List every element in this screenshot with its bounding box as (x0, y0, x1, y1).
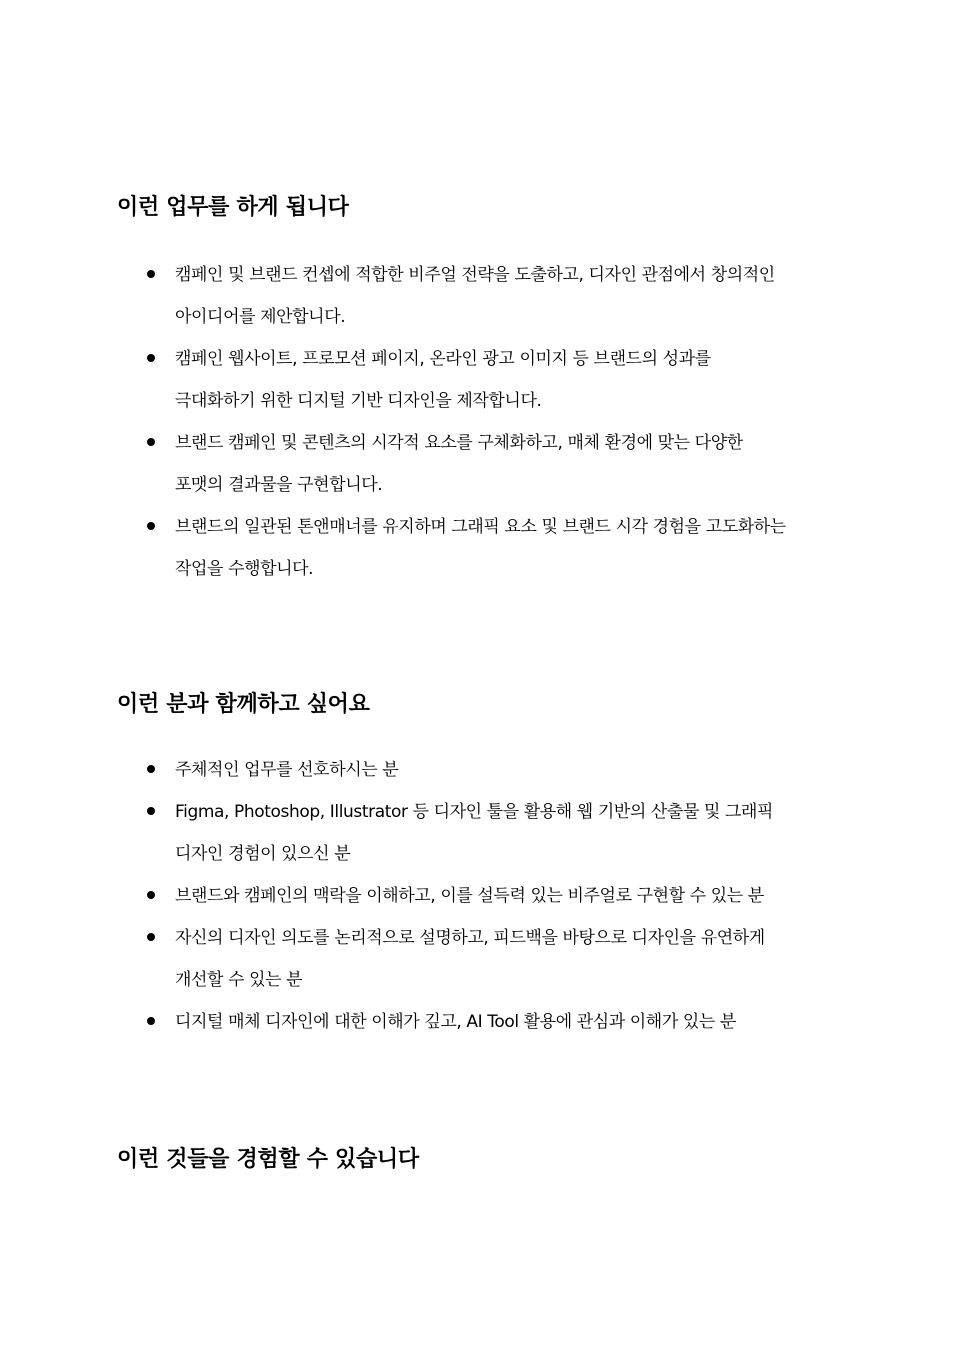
section-job-duties (117, 193, 857, 579)
list-item-text: 자신의 디자인 의도를 논리적으로 설명하고, 피드백을 바탕으로 디자인을 유연하게 (175, 928, 765, 948)
list-item-text: 디지털 매체 디자인에 대한 이해가 깊고, AI Tool 활용에 관심과 이해가 있는 분 (175, 1012, 736, 1032)
list-item-text: 브랜드 캠페인 및 콘텐츠의 시각적 요소를 구체화하고, 매체 환경에 맞는 다양한 (175, 433, 743, 453)
bullet-list (147, 749, 847, 1043)
bullet-dot-icon (147, 933, 155, 941)
section-title: 이런 분과 함께하고 싶어요 (117, 692, 370, 717)
list-item-text: 디자인 경험이 있으신 분 (175, 844, 351, 864)
list-item-text: 작업을 수행합니다. (175, 559, 314, 579)
bullet-list (147, 254, 847, 590)
list-item (147, 1001, 847, 1043)
bullet-dot-icon (147, 270, 155, 278)
bullet-dot-icon (147, 354, 155, 362)
list-item-text: 극대화하기 위한 디지털 기반 디자인을 제작합니다. (175, 391, 542, 411)
section-title: 이런 업무를 하게 됩니다 (117, 195, 349, 220)
list-item-text: 캠페인 및 브랜드 컨셉에 적합한 비주얼 전략을 도출하고, 디자인 관점에서 창의적인 (175, 265, 775, 285)
list-item (147, 254, 847, 338)
list-item (147, 875, 847, 917)
list-item-text: 캠페인 웹사이트, 프로모션 페이지, 온라인 광고 이미지 등 브랜드의 성과를 (175, 349, 711, 369)
list-item-text: 브랜드와 캠페인의 맥락을 이해하고, 이를 설득력 있는 비주얼로 구현할 수 있는 분 (175, 886, 764, 906)
list-item (147, 749, 847, 791)
list-item-text: 개선할 수 있는 분 (175, 970, 303, 990)
list-item (147, 422, 847, 506)
bullet-dot-icon (147, 522, 155, 530)
section-ideal-candidate (117, 690, 857, 1032)
bullet-dot-icon (147, 765, 155, 773)
list-item (147, 791, 847, 875)
bullet-dot-icon (147, 438, 155, 446)
list-item-text: 주체적인 업무를 선호하시는 분 (175, 760, 399, 780)
list-item (147, 338, 847, 422)
list-item (147, 506, 847, 590)
list-item-text: Figma, Photoshop, Illustrator 등 디자인 툴을 활용해 웹 기반의 산출물 및 그래픽 (175, 802, 774, 822)
list-item (147, 917, 847, 1001)
section-title: 이런 것들을 경험할 수 있습니다 (117, 1147, 419, 1172)
list-item-text: 포맷의 결과물을 구현합니다. (175, 475, 383, 495)
bullet-dot-icon (147, 891, 155, 899)
list-item-text: 아이디어를 제안합니다. (175, 307, 346, 327)
list-item-text: 브랜드의 일관된 톤앤매너를 유지하며 그래픽 요소 및 브랜드 시각 경험을 고도화하는 (175, 517, 786, 537)
bullet-dot-icon (147, 1017, 155, 1025)
section-experiences (117, 1145, 857, 1175)
bullet-dot-icon (147, 807, 155, 815)
